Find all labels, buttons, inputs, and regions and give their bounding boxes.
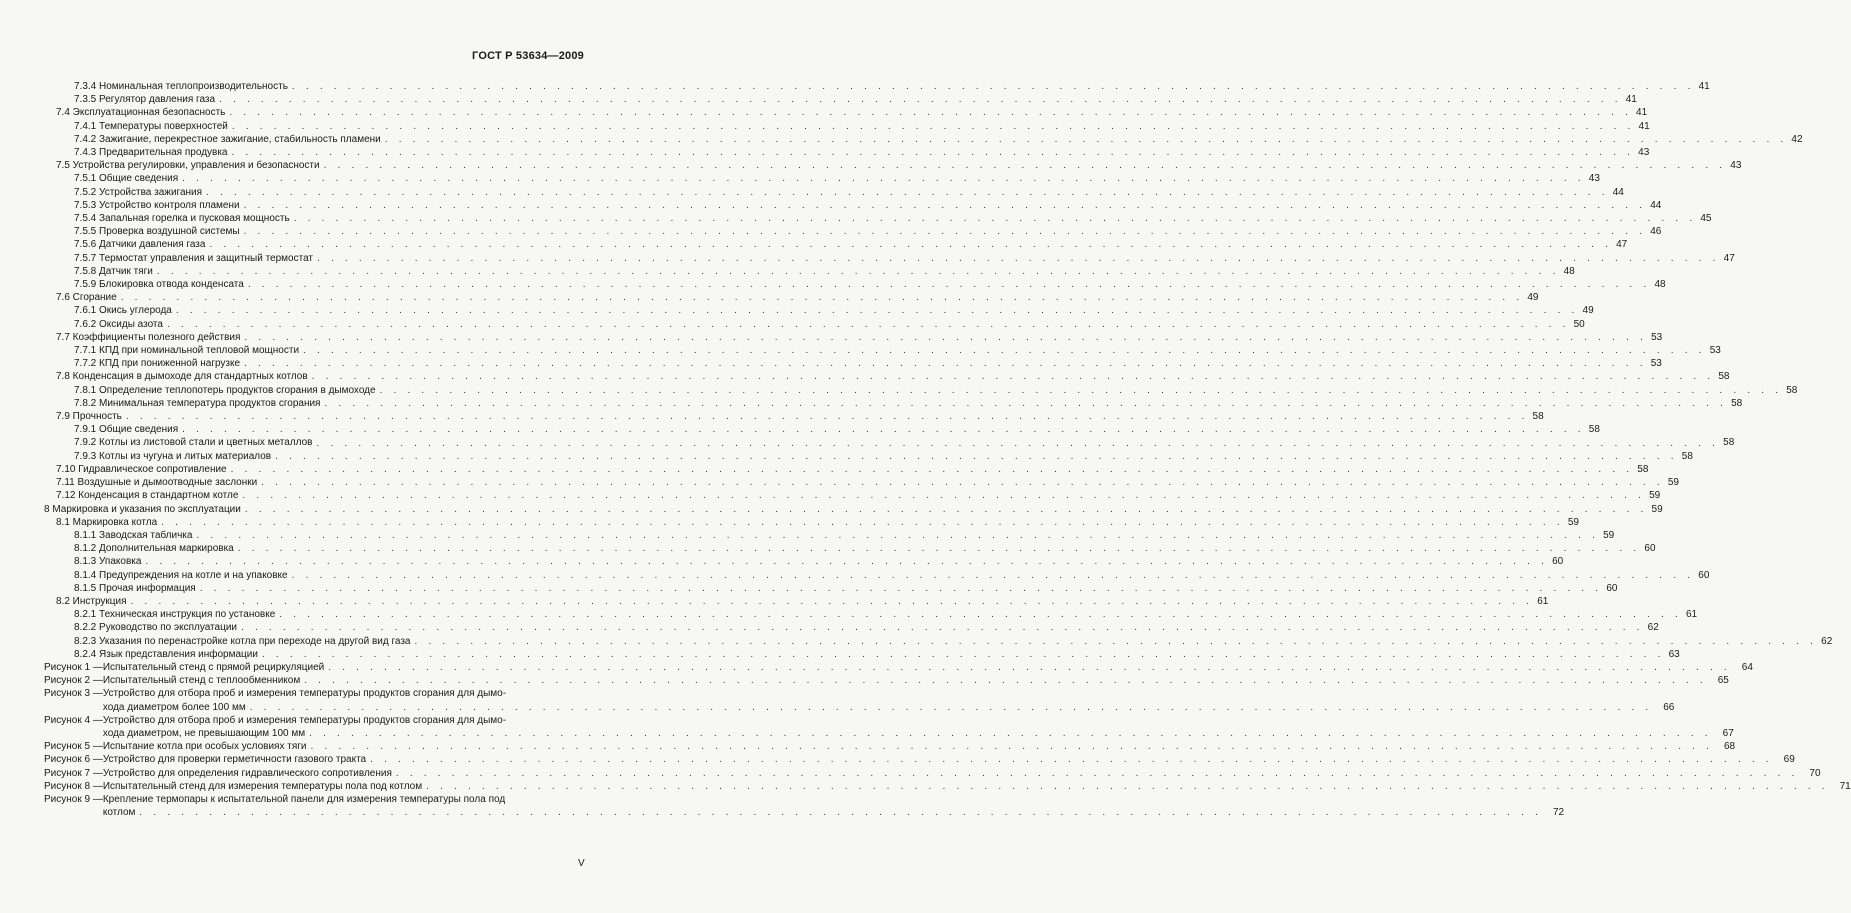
toc-entry-title: 7.11 Воздушные и дымоотводные заслонки <box>56 477 258 489</box>
toc-entry <box>44 212 1712 225</box>
toc-entry <box>44 133 1803 146</box>
dot-leader <box>245 503 1648 516</box>
toc-entry <box>44 120 1650 133</box>
toc-entry-title: 8 Маркировка и указания по эксплуатации <box>44 503 241 515</box>
toc-entry <box>44 146 1650 159</box>
dot-leader <box>303 344 1706 357</box>
dot-leader <box>242 489 1645 502</box>
dot-leader <box>167 318 1570 331</box>
dot-leader <box>426 780 1829 793</box>
dot-leader <box>200 582 1603 595</box>
toc-entry-page: 43 <box>1730 160 1742 172</box>
figure-label: Рисунок 5 — <box>44 741 103 753</box>
figure-label: Рисунок 7 — <box>44 767 103 779</box>
toc-entry <box>44 516 1579 529</box>
toc-entry <box>44 93 1637 106</box>
dot-leader <box>232 146 1635 159</box>
dot-leader <box>328 661 1731 674</box>
toc-entry-title: 7.4.3 Предварительная продувка <box>74 147 228 159</box>
toc-entry-page: 49 <box>1582 305 1594 317</box>
toc-entry-page: 41 <box>1625 94 1637 106</box>
toc-entry-page: 62 <box>1821 635 1833 647</box>
toc-entry <box>44 635 1833 648</box>
dot-leader <box>396 767 1799 780</box>
toc-entry-page: 53 <box>1650 358 1662 370</box>
dot-leader <box>275 450 1678 463</box>
dot-leader <box>250 701 1653 714</box>
toc-entry-title: 7.5.3 Устройство контроля пламени <box>74 199 240 211</box>
dot-leader <box>121 291 1524 304</box>
figure-entry <box>44 674 1729 687</box>
toc-entry-title: 7.8 Конденсация в дымоходе для стандартных котлов <box>56 371 308 383</box>
toc-entry-title: 7.12 Конденсация в стандартном котле <box>56 490 239 502</box>
toc-entry <box>44 555 1564 568</box>
toc-entry-page: 58 <box>1532 411 1544 423</box>
dot-leader <box>244 225 1647 238</box>
toc-entry <box>44 80 1710 93</box>
toc-entry-title: 7.7.1 КПД при номинальной тепловой мощности <box>74 345 300 357</box>
toc-entry-page: 44 <box>1650 199 1662 211</box>
toc-entry <box>44 423 1600 436</box>
page-number: V <box>578 858 585 869</box>
figure-label: Рисунок 8 — <box>44 780 103 792</box>
toc-entry-title: 8.2 Инструкция <box>56 595 127 607</box>
toc-entry <box>44 199 1662 212</box>
toc-entry-page: 59 <box>1567 516 1579 528</box>
figure-label: Рисунок 3 — <box>44 688 103 700</box>
toc-entry <box>44 225 1662 238</box>
toc-entry <box>44 489 1661 502</box>
dot-leader <box>209 238 1612 251</box>
toc-entry <box>44 529 1615 542</box>
figure-label: Рисунок 1 — <box>44 661 103 673</box>
document-code: ГОСТ Р 53634—2009 <box>472 50 584 62</box>
dot-leader <box>324 159 1727 172</box>
toc-entry <box>44 569 1710 582</box>
figure-title: котлом <box>102 807 136 819</box>
dot-leader <box>244 199 1647 212</box>
figure-page: 71 <box>1839 780 1851 792</box>
dot-leader <box>219 93 1622 106</box>
toc-entry-page: 42 <box>1791 133 1803 145</box>
toc-entry-title: 7.5.6 Датчики давления газа <box>74 239 206 251</box>
dot-leader <box>316 437 1719 450</box>
figure-title: хода диаметром, не превышающим 100 мм <box>102 727 306 739</box>
dot-leader <box>248 278 1651 291</box>
figure-page: 65 <box>1717 675 1729 687</box>
dot-leader <box>279 608 1682 621</box>
figure-page: 70 <box>1809 767 1821 779</box>
dot-leader <box>370 753 1773 766</box>
figure-title: Устройство для отбора проб и измерения температуры продуктов сгорания для дымо- <box>102 714 507 726</box>
toc-entry-page: 58 <box>1637 463 1649 475</box>
toc-entry-page: 59 <box>1649 490 1661 502</box>
toc-entry-page: 59 <box>1651 503 1663 515</box>
dot-leader <box>292 569 1695 582</box>
dot-leader <box>232 120 1635 133</box>
dot-leader <box>145 555 1548 568</box>
dot-leader <box>294 212 1697 225</box>
toc-entry <box>44 106 1648 119</box>
toc-entry-page: 43 <box>1588 173 1600 185</box>
toc-entry-title: 7.9.3 Котлы из чугуна и литых материалов <box>74 450 272 462</box>
dot-leader <box>229 106 1632 119</box>
dot-leader <box>324 397 1727 410</box>
toc-entry-page: 58 <box>1718 371 1730 383</box>
toc-entry <box>44 621 1659 634</box>
toc-entry-title: 7.5.4 Запальная горелка и пусковая мощность <box>74 213 290 225</box>
figure-page: 72 <box>1552 807 1565 819</box>
figure-entry <box>44 714 1734 740</box>
toc-entry-page: 47 <box>1616 239 1628 251</box>
toc-entry-page: 48 <box>1654 279 1666 291</box>
toc-entry-page: 49 <box>1527 292 1539 304</box>
toc-entry-title: 7.3.5 Регулятор давления газа <box>74 94 216 106</box>
figure-page: 69 <box>1783 754 1795 766</box>
toc-entry-title: 7.6.1 Окись углерода <box>74 305 172 317</box>
dot-leader <box>385 133 1788 146</box>
figure-title: Испытательный стенд для измерения температуры пола под котлом <box>102 780 423 792</box>
toc-entry <box>44 397 1743 410</box>
figure-entry <box>44 753 1795 766</box>
toc-entry-page: 58 <box>1588 424 1600 436</box>
figure-label: Рисунок 6 — <box>44 754 103 766</box>
toc-entry-title: 8.1 Маркировка котла <box>56 516 158 528</box>
toc-entry <box>44 370 1730 383</box>
toc-entry-title: 8.2.4 Язык представления информации <box>74 648 258 660</box>
figure-page: 67 <box>1722 727 1734 739</box>
figure-title: Крепление термопары к испытательной панели для измерения температуры пола под <box>102 793 506 805</box>
figure-title: хода диаметром более 100 мм <box>102 701 246 713</box>
dot-leader <box>126 410 1529 423</box>
toc-entry-page: 60 <box>1644 543 1656 555</box>
toc-entry <box>44 450 1693 463</box>
toc-entry-title: 7.5.2 Устройства зажигания <box>74 186 203 198</box>
figure-label: Рисунок 2 — <box>44 675 103 687</box>
figure-page: 68 <box>1724 741 1736 753</box>
toc-entry <box>44 410 1544 423</box>
figure-title: Испытание котла при особых условиях тяги <box>102 741 307 753</box>
dot-leader <box>244 357 1647 370</box>
figure-label: Рисунок 4 — <box>44 714 103 726</box>
toc-entry-title: 7.8.2 Минимальная температура продуктов сгорания <box>74 397 321 409</box>
dot-leader <box>309 727 1712 740</box>
toc-entry-page: 62 <box>1647 622 1659 634</box>
figure-entry <box>44 661 1753 674</box>
dot-leader <box>161 516 1564 529</box>
toc-entry-title: 7.7.2 КПД при пониженной нагрузке <box>74 358 241 370</box>
figure-title: Устройство для определения гидравлического сопротивления <box>102 767 392 779</box>
toc-entry-title: 7.3.4 Номинальная теплопроизводительность <box>74 81 288 92</box>
toc-entry <box>44 278 1666 291</box>
dot-leader <box>317 252 1720 265</box>
figure-page: 64 <box>1741 661 1753 673</box>
dot-leader <box>157 265 1560 278</box>
toc-entry-page: 53 <box>1651 331 1663 343</box>
figure-title: Испытательный стенд с теплообменником <box>102 675 301 687</box>
dot-leader <box>139 806 1542 819</box>
figure-label: Рисунок 9 — <box>44 793 103 805</box>
toc-entry <box>44 503 1663 516</box>
dot-leader <box>304 674 1707 687</box>
dot-leader <box>262 648 1665 661</box>
toc-entry-page: 41 <box>1636 107 1648 119</box>
dot-leader <box>261 476 1664 489</box>
toc-entry-title: 7.4.1 Температуры поверхностей <box>74 120 228 132</box>
dot-leader <box>238 542 1641 555</box>
toc-entry-title: 7.5.7 Термостат управления и защитный термостат <box>74 252 314 264</box>
toc-entry-page: 53 <box>1709 345 1721 357</box>
toc-entry-title: 7.4 Эксплуатационная безопасность <box>56 107 226 119</box>
toc-entry-title: 7.8.1 Определение теплопотерь продуктов сгорания в дымоходе <box>74 384 376 396</box>
figure-title: Испытательный стенд с прямой рециркуляцией <box>102 661 325 673</box>
toc-entry-title: 8.2.2 Руководство по эксплуатации <box>74 622 237 634</box>
toc-entry <box>44 648 1680 661</box>
toc-entry-page: 59 <box>1603 529 1615 541</box>
toc-entry <box>44 304 1594 317</box>
toc-entry-title: 7.6 Сгорание <box>56 292 117 304</box>
toc-entry-title: 7.5.5 Проверка воздушной системы <box>74 226 240 238</box>
toc-entry-page: 58 <box>1731 397 1743 409</box>
dot-leader <box>231 463 1634 476</box>
toc-entry-page: 58 <box>1723 437 1735 449</box>
toc-entry-title: 7.9.2 Котлы из листовой стали и цветных металлов <box>74 437 313 449</box>
figure-entry <box>44 687 1675 713</box>
toc-entry-page: 47 <box>1723 252 1735 264</box>
toc-entry <box>44 159 1742 172</box>
toc-entry-page: 63 <box>1668 648 1680 660</box>
dot-leader <box>310 740 1713 753</box>
toc-entry-page: 61 <box>1685 609 1698 621</box>
toc-entry <box>44 331 1663 344</box>
toc-entry-title: 8.2.3 Указания по перенастройке котла при переходе на другой вид газа <box>74 635 411 647</box>
toc-entry-page: 45 <box>1700 213 1712 225</box>
toc-entry-page: 44 <box>1612 186 1624 198</box>
figure-entry <box>44 780 1851 793</box>
toc-entry <box>44 291 1539 304</box>
toc-entry-title: 7.6.2 Оксиды азота <box>74 318 163 330</box>
toc-entry <box>44 238 1628 251</box>
dot-leader <box>241 621 1644 634</box>
toc-entry-title: 8.1.4 Предупреждения на котле и на упаковке <box>74 569 288 581</box>
dot-leader <box>415 635 1818 648</box>
dot-leader <box>312 370 1715 383</box>
dot-leader <box>176 304 1579 317</box>
toc-entry <box>44 172 1600 185</box>
toc-entry-page: 61 <box>1537 595 1549 607</box>
toc-entry-title: 8.1.3 Упаковка <box>74 556 142 568</box>
figure-entry <box>44 740 1736 753</box>
toc-entry-title: 7.5.9 Блокировка отвода конденсата <box>74 279 244 291</box>
dot-leader <box>206 186 1609 199</box>
toc-entry-page: 46 <box>1650 226 1662 238</box>
toc-entry <box>44 582 1618 595</box>
toc-entry <box>44 476 1679 489</box>
toc-entry <box>44 252 1735 265</box>
toc-entry-title: 8.2.1 Техническая инструкция по установке <box>74 609 276 621</box>
toc-entry-page: 58 <box>1786 384 1798 396</box>
dot-leader <box>131 595 1534 608</box>
toc-entry <box>44 265 1575 278</box>
toc-entry <box>44 436 1735 449</box>
toc-entry-title: 7.5.8 Датчик тяги <box>74 265 153 277</box>
toc-entry-page: 50 <box>1573 318 1585 330</box>
dot-leader <box>380 384 1783 397</box>
dot-leader <box>292 80 1695 93</box>
toc-entry-title: 7.5 Устройства регулировки, управления и безопасности <box>56 160 320 172</box>
figure-entry <box>44 767 1821 780</box>
dot-leader <box>196 529 1599 542</box>
toc-entry-page: 60 <box>1606 582 1618 594</box>
figure-title: Устройство для отбора проб и измерения температуры продуктов сгорания для дымо- <box>102 688 507 700</box>
toc-entry <box>44 384 1798 397</box>
figure-entry <box>44 793 1565 819</box>
toc-entry-title: 7.10 Гидравлическое сопротивление <box>56 463 227 475</box>
toc-entry-title: 8.1.5 Прочая информация <box>74 582 196 594</box>
dot-leader <box>182 172 1585 185</box>
toc-entry-page: 58 <box>1681 450 1693 462</box>
toc-entry-title: 8.1.2 Дополнительная маркировка <box>74 543 234 555</box>
dot-leader <box>182 423 1585 436</box>
figure-title: Устройство для проверки герметичности газового тракта <box>102 754 367 766</box>
toc-entry <box>44 344 1721 357</box>
table-of-contents <box>44 80 1851 819</box>
toc-entry-title: 8.1.1 Заводская табличка <box>74 529 193 541</box>
toc-entry <box>44 542 1656 555</box>
toc-entry-page: 60 <box>1552 556 1564 568</box>
toc-entry <box>44 463 1649 476</box>
toc-entry-page: 41 <box>1638 120 1650 132</box>
toc-entry-title: 7.7 Коэффициенты полезного действия <box>56 331 241 343</box>
toc-entry <box>44 595 1549 608</box>
figure-page: 66 <box>1663 701 1675 713</box>
toc-entry-page: 60 <box>1698 569 1710 581</box>
toc-entry-page: 48 <box>1563 265 1575 277</box>
dot-leader <box>244 331 1647 344</box>
toc-entry-title: 7.4.2 Зажигание, перекрестное зажигание, стабильность пламени <box>74 133 381 145</box>
toc-entry <box>44 186 1624 199</box>
toc-entry <box>44 318 1585 331</box>
toc-entry-page: 43 <box>1638 147 1650 159</box>
toc-entry <box>44 357 1662 370</box>
toc-entry-title: 7.9 Прочность <box>56 411 122 423</box>
toc-entry-page: 41 <box>1698 81 1710 92</box>
toc-entry-title: 7.5.1 Общие сведения <box>74 173 179 185</box>
toc-entry-title: 7.9.1 Общие сведения <box>74 424 179 436</box>
toc-entry <box>44 608 1698 621</box>
toc-entry-page: 59 <box>1667 477 1679 489</box>
